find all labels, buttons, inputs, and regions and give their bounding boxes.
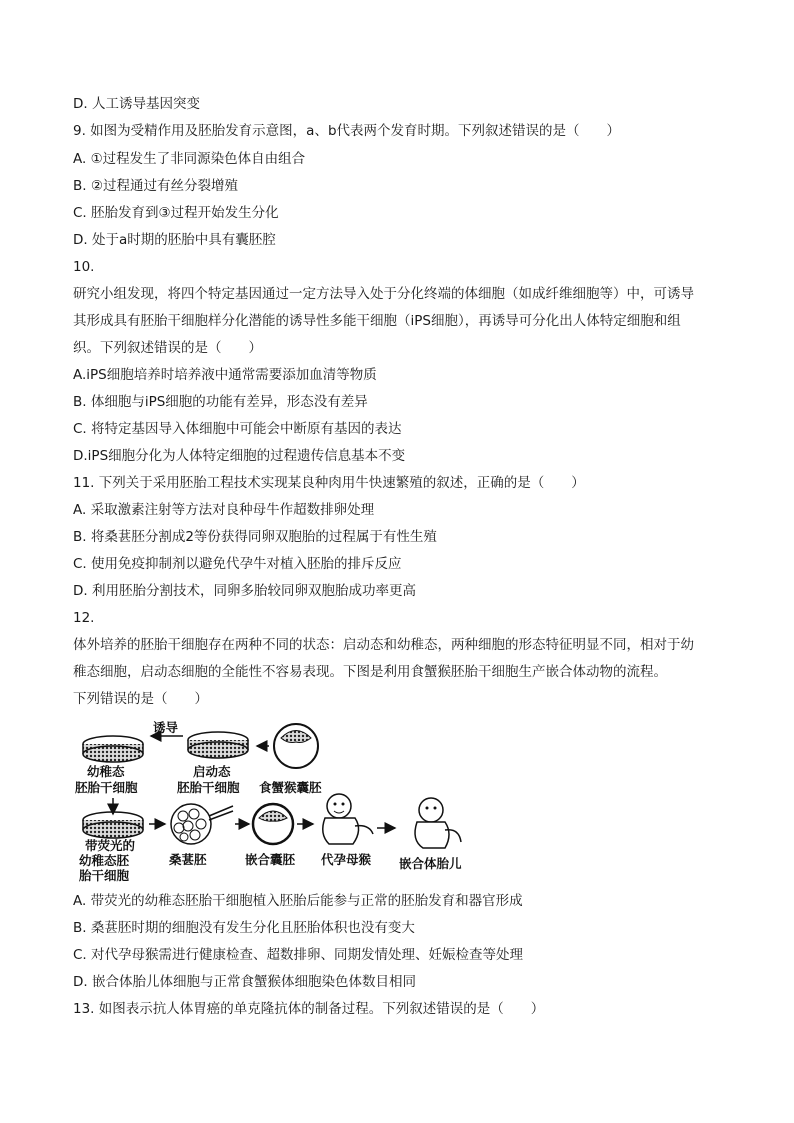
q12-option-d: D. 嵌合体胎儿体细胞与正常食蟹猴体细胞染色体数目相同 [73,974,416,990]
fetus-label: 嵌合体胎儿 [399,856,462,871]
naive-label-1: 幼稚态 [87,764,125,779]
fetus-icon [415,798,461,848]
monkey-icon [323,794,373,844]
q10-stem-line1: 研究小组发现，将四个特定基因通过一定方法导入处于分化终端的体细胞（如成纤维细胞等）中，可诱导 [73,286,694,302]
q8-option-d: D. 人工诱导基因突变 [73,96,200,112]
blastocyst-icon [274,724,318,768]
morula-label: 桑葚胚 [169,852,207,867]
primed-label-1: 启动态 [193,764,231,779]
q12-option-c: C. 对代孕母猴需进行健康检查、超数排卵、同期发情处理、妊娠检查等处理 [73,947,524,963]
q11-stem: 11. 下列关于采用胚胎工程技术实现某良种肉用牛快速繁殖的叙述，正确的是（ ） [73,475,585,491]
q12-stem-line1: 体外培养的胚胎干细胞存在两种不同的状态：启动态和幼稚态，两种细胞的形态特征明显不同，相对于幼 [73,637,694,653]
q9-option-a: A. ①过程发生了非同源染色体自由组合 [73,151,306,167]
morula-icon [171,804,233,844]
q10-option-a: A.iPS细胞培养时培养液中通常需要添加血清等物质 [73,367,377,383]
blastocyst-label: 食蟹猴囊胚 [259,780,322,795]
q10-stem-line3: 织。下列叙述错误的是（ ） [73,340,262,356]
chimera-flow-diagram [73,718,483,886]
primed-label-2: 胚胎干细胞 [177,780,240,795]
naive-label-2: 胚胎干细胞 [75,780,138,795]
q11-option-b: B. 将桑葚胚分割成2等份获得同卵双胞胎的过程属于有性生殖 [73,529,437,545]
primed-dish-icon [188,732,248,758]
q12-number: 12. [73,610,95,626]
q10-option-d: D.iPS细胞分化为人体特定细胞的过程遗传信息基本不变 [73,448,406,464]
q12-option-a: A. 带荧光的幼稚态胚胎干细胞植入胚胎后能参与正常的胚胎发育和器官形成 [73,893,523,909]
naive-dish-icon [83,736,143,762]
q11-option-c: C. 使用免疫抑制剂以避免代孕牛对植入胚胎的排斥反应 [73,556,402,572]
q9-option-b: B. ②过程通过有丝分裂增殖 [73,178,238,194]
q13-stem: 13. 如图表示抗人体胃癌的单克隆抗体的制备过程。下列叙述错误的是（ ） [73,1001,545,1017]
q10-stem-line2: 其形成具有胚胎干细胞样分化潜能的诱导性多能干细胞（iPS细胞），再诱导可分化出人体特定细胞和组 [73,313,681,329]
q10-option-b: B. 体细胞与iPS细胞的功能有差异，形态没有差异 [73,394,368,410]
q9-option-d: D. 处于a时期的胚胎中具有囊胚腔 [73,232,276,248]
chimeric-blastocyst-icon [253,804,293,844]
chimeric-blastocyst-label: 嵌合囊胚 [245,852,296,867]
q11-option-d: D. 利用胚胎分割技术，同卵多胎较同卵双胞胎成功率更高 [73,583,416,599]
fluorescent-label-3: 胎干细胞 [79,868,130,883]
q11-option-a: A. 采取激素注射等方法对良种母牛作超数排卵处理 [73,502,375,518]
fluorescent-label-2: 幼稚态胚 [79,853,130,868]
induce-label: 诱导 [153,720,179,735]
fluorescent-label-1: 带荧光的 [85,838,136,853]
q9-option-c: C. 胚胎发育到③过程开始发生分化 [73,205,279,221]
pipette-icon [209,806,233,820]
q12-stem-line2: 稚态细胞，启动态细胞的全能性不容易表现。下图是利用食蟹猴胚胎干细胞生产嵌合体动物的流程。 [73,664,667,680]
q12-stem-line3: 下列错误的是（ ） [73,691,208,707]
q9-stem: 9. 如图为受精作用及胚胎发育示意图，a、b代表两个发育时期。下列叙述错误的是（ ） [73,123,621,139]
q12-option-b: B. 桑葚胚时期的细胞没有发生分化且胚胎体积也没有变大 [73,920,415,936]
surrogate-label: 代孕母猴 [321,852,372,867]
q10-number: 10. [73,259,95,275]
fluorescent-dish-icon [83,812,143,838]
q10-option-c: C. 将特定基因导入体细胞中可能会中断原有基因的表达 [73,421,402,437]
